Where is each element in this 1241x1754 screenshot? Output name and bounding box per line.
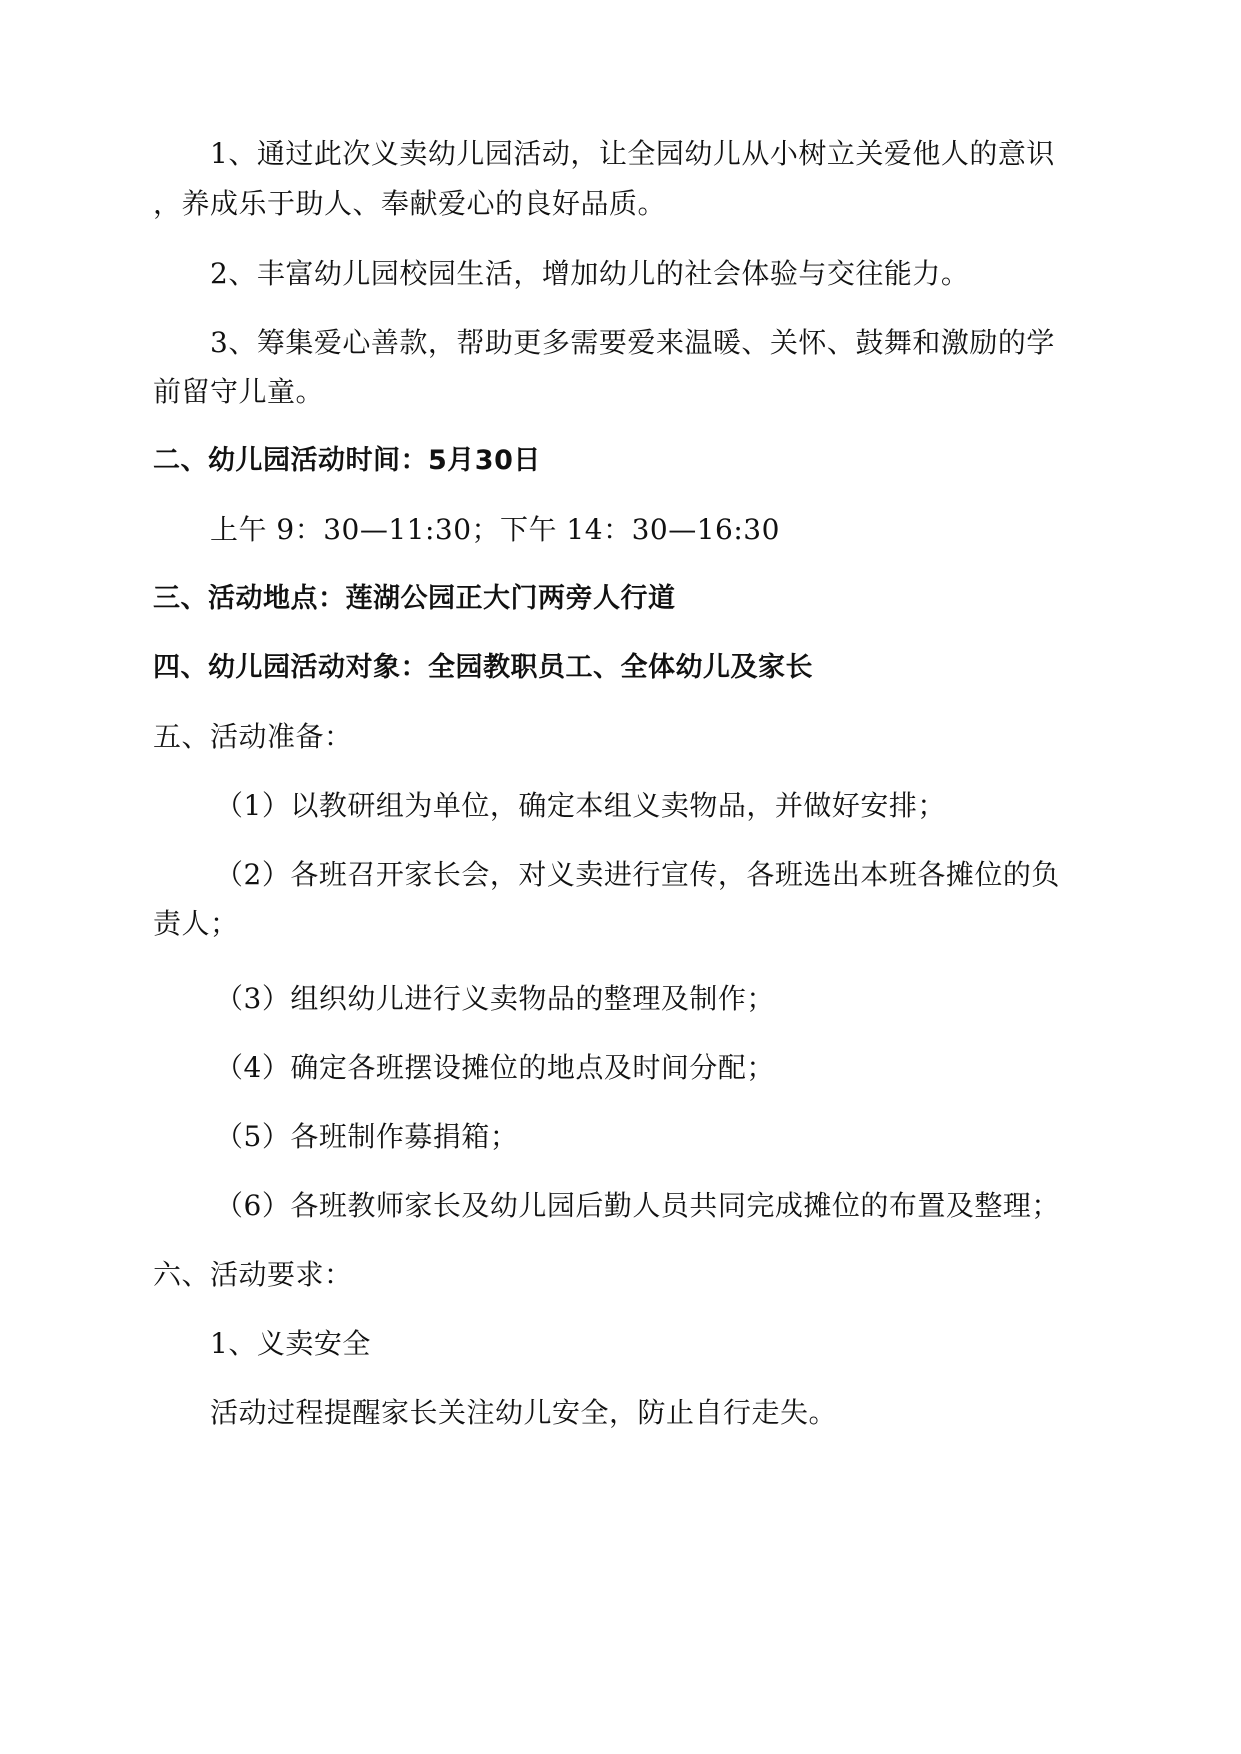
preparation-item-3: （3）组织幼儿进行义卖物品的整理及制作； xyxy=(215,982,775,1015)
paragraph-goal-1-line-2: ，养成乐于助人、奉献爱心的良好品质。 xyxy=(153,187,667,220)
preparation-item-5: （5）各班制作募捐箱； xyxy=(215,1120,519,1153)
preparation-item-1: （1）以教研组为单位，确定本组义卖物品，并做好安排； xyxy=(215,789,946,822)
requirement-1-title: 1、义卖安全 xyxy=(210,1327,371,1360)
preparation-item-6: （6）各班教师家长及幼儿园后勤人员共同完成摊位的布置及整理； xyxy=(215,1189,1060,1222)
section-heading-location: 三、活动地点：莲湖公园正大门两旁人行道 xyxy=(153,583,676,614)
section-heading-requirements: 六、活动要求： xyxy=(153,1258,353,1291)
paragraph-goal-3-line-1: 3、筹集爱心善款，帮助更多需要爱来温暖、关怀、鼓舞和激励的学 xyxy=(210,326,1055,359)
preparation-item-4: （4）确定各班摆设摊位的地点及时间分配； xyxy=(215,1051,775,1084)
section-heading-preparation: 五、活动准备： xyxy=(153,720,353,753)
paragraph-goal-2: 2、丰富幼儿园校园生活，增加幼儿的社会体验与交往能力。 xyxy=(210,257,970,290)
requirement-1-text: 活动过程提醒家长关注幼儿安全，防止自行走失。 xyxy=(210,1396,838,1429)
paragraph-goal-3-line-2: 前留守儿童。 xyxy=(153,375,325,408)
section-heading-time: 二、幼儿园活动时间：5月30日 xyxy=(153,445,541,476)
section-heading-participants: 四、幼儿园活动对象：全园教职员工、全体幼儿及家长 xyxy=(153,652,813,683)
preparation-item-2-line-2: 责人； xyxy=(153,907,239,940)
preparation-item-2-line-1: （2）各班召开家长会，对义卖进行宣传，各班选出本班各摊位的负 xyxy=(215,858,1060,891)
paragraph-goal-1-line-1: 1、通过此次义卖幼儿园活动，让全园幼儿从小树立关爱他人的意识 xyxy=(210,137,1055,170)
schedule-time: 上午 9：30—11:30；下午 14：30—16:30 xyxy=(210,513,780,546)
